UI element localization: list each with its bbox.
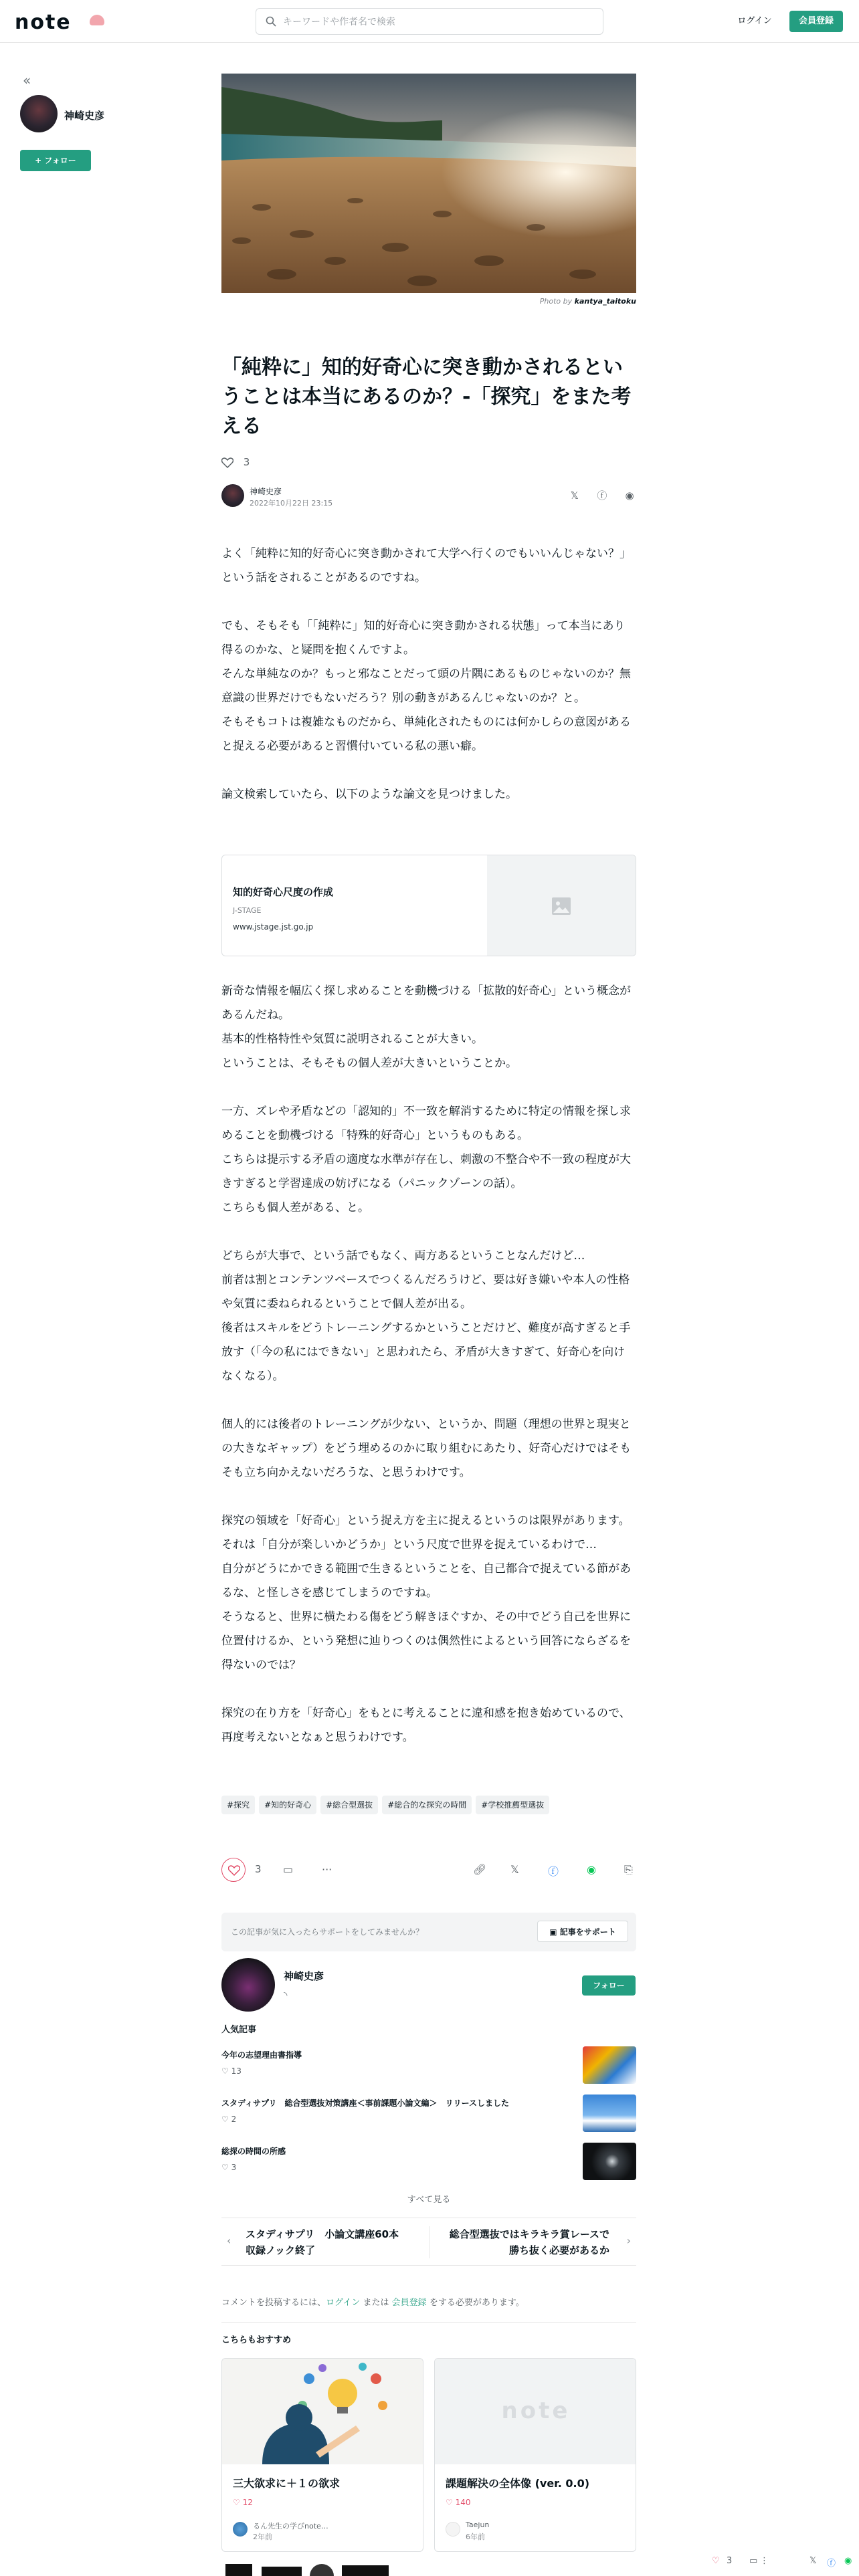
credit-name[interactable]: kantya_taitoku xyxy=(574,297,636,306)
search-box[interactable] xyxy=(256,8,603,35)
author-row xyxy=(221,483,636,510)
paragraph xyxy=(221,1220,636,1244)
paragraph: どちらが大事で、という話でもなく、両方あるということなんだけど… xyxy=(221,1249,585,1263)
comment-post: をする必要があります。 xyxy=(429,2298,524,2308)
paragraph xyxy=(221,1388,636,1412)
article-title: 「純粋に」知的好奇心に突き動かされるということは本当にあるのか？-「探究」をまた考える xyxy=(221,356,632,438)
search-icon xyxy=(266,16,276,27)
image-placeholder-icon xyxy=(551,897,571,916)
link-icon[interactable]: 🔗︎ xyxy=(473,1863,487,1876)
card-title: 三大欲求に＋１の欲求 xyxy=(233,2477,341,2490)
tag-list xyxy=(221,1796,636,1814)
paragraph: 探究の在り方を「好奇心」をもとに考えることに違和感を抱き始めているので、再度考えないとなぁと思うわけです。 xyxy=(221,1707,631,1744)
paragraph: 個人的には後者のトレーニングが少ない、というか、問題（理想の世界と現実との大きなギャップ）をどう埋めるのかに取り組むにあたり、好奇心だけではそもそも立ち向かえないだろうな、と思うわけです。 xyxy=(221,1418,632,1479)
signup-button[interactable]: 会員登録 xyxy=(789,11,843,32)
login-link[interactable]: ログイン xyxy=(737,16,772,26)
prev-article-link[interactable]: スタディサプリ 小論文講座60本収録ノック終了 xyxy=(246,2228,399,2256)
popular-heading: 人気記事 xyxy=(221,2025,257,2035)
floating-share-bar xyxy=(709,2549,859,2576)
popular-item-thumbnail xyxy=(583,2046,636,2084)
paragraph: でも、そもそも「「純粋に」知的好奇心に突き動かされる状態」って本当にあり得るのかな、と疑問を抱くんですよ。 xyxy=(221,619,626,657)
hashtag[interactable]: #総合型選抜 xyxy=(320,1796,378,1814)
note-placeholder-logo: note xyxy=(501,2397,571,2424)
paragraph xyxy=(221,590,636,614)
paragraph: 探究の領域を「好奇心」という捉え方を主に捉えるというのは限界があります。 xyxy=(221,1514,630,1527)
card-author-avatar xyxy=(446,2522,460,2537)
recommend-card[interactable] xyxy=(434,2358,636,2552)
embed-title: 知的好奇心尺度の作成 xyxy=(233,886,334,898)
comment-notice xyxy=(221,2295,636,2308)
comment-login-link[interactable]: ログイン xyxy=(326,2298,361,2308)
hashtag[interactable]: #探究 xyxy=(221,1796,255,1814)
heart-icon xyxy=(221,457,233,468)
beach-photo xyxy=(221,74,636,293)
popular-item-likes: ♡ 2 xyxy=(221,2115,237,2124)
paragraph: ということは、そもそもの個人差が大きいということか。 xyxy=(221,1057,517,1070)
sidebar-follow-button[interactable] xyxy=(20,150,91,171)
heart-icon xyxy=(228,1865,240,1876)
title-like[interactable] xyxy=(221,456,250,472)
like-button[interactable] xyxy=(221,1858,246,1882)
floating-more-icon[interactable]: ⋮ xyxy=(760,2556,769,2566)
hashtag[interactable]: #知的好奇心 xyxy=(259,1796,316,1814)
article-body-2 xyxy=(221,979,636,1749)
paragraph: 前者は割とコンテンツベースでつくるんだろうけど、要は好き嫌いや本人の性格や気質に委ねられるということで個人差が出る。 xyxy=(221,1273,630,1311)
facebook-share-icon[interactable]: ⓕ xyxy=(548,1865,559,1878)
see-all-link[interactable]: すべて見る xyxy=(407,2195,451,2205)
card-like-count: 140 xyxy=(455,2498,471,2507)
popular-item-likes: ♡ 3 xyxy=(221,2163,237,2172)
popular-like-count: 3 xyxy=(231,2163,237,2172)
recommend-card[interactable] xyxy=(221,2358,423,2552)
support-prompt: この記事が気に入ったらサポートをしてみませんか？ xyxy=(231,1927,424,1937)
paragraph xyxy=(221,1485,636,1509)
paragraph: そもそもコトは複雑なものだから、単純化されたものには何かしらの意図があると捉える必要があると習慣付いている私の悪い癖。 xyxy=(221,716,631,753)
sidebar-author-name[interactable]: 神崎史彦 xyxy=(64,110,105,122)
like-count: 3 xyxy=(255,1863,262,1875)
recommend-heading: こちらもおすすめ xyxy=(221,2335,292,2345)
facebook-share-icon[interactable]: ⓕ xyxy=(597,490,607,502)
popular-item-title: スタディサプリ 総合型選抜対策講座＜事前課題小論文編＞ リリースしました xyxy=(221,2099,509,2108)
popular-item[interactable] xyxy=(221,2095,636,2132)
popular-item-title: 総探の時間の所感 xyxy=(221,2147,286,2156)
rss-icon[interactable]: ◝ xyxy=(284,1990,288,2001)
chevron-right-icon: › xyxy=(626,2234,631,2247)
card-likes: ♡ 140 xyxy=(446,2498,471,2507)
divider xyxy=(221,2322,636,2323)
floating-like-count: 3 xyxy=(727,2556,733,2566)
x-share-icon[interactable]: 𝕏 xyxy=(570,490,579,502)
card-likes: ♡ 12 xyxy=(233,2498,253,2507)
comment-or: または xyxy=(363,2298,389,2308)
paragraph xyxy=(221,1075,636,1099)
next-article-link[interactable]: 総合型選抜ではキラキラ賞レースで勝ち抜く必要があるか xyxy=(449,2228,609,2256)
card-like-count: 12 xyxy=(242,2498,253,2507)
floating-facebook-icon[interactable]: ⓕ xyxy=(827,2559,836,2569)
popular-item[interactable] xyxy=(221,2046,636,2084)
paragraph: 基本的性格特性や気質に説明されることが大きい。 xyxy=(221,1033,483,1046)
paragraph: それは「自分が楽しいかどうか」という尺度で世界を捉えているわけで… xyxy=(221,1538,597,1551)
paragraph: 論文検索していたら、以下のような論文を見つけました。 xyxy=(221,788,517,801)
paragraph: こちらは提示する矛盾の適度な水準が存在し、刺激の不整合や不一致の程度が大きすぎると学習達成の妨げになる（パニックゾーンの話）。 xyxy=(221,1153,631,1190)
card-thumbnail xyxy=(435,2359,636,2464)
floating-line-icon[interactable]: ◉ xyxy=(844,2556,852,2566)
popular-item-likes: ♡ 13 xyxy=(221,2066,242,2076)
paragraph: 自分がどうにかできる範囲で生きるということを、自己都合で捉えている節があるな、と怪しさを感じてしまうのですね。 xyxy=(221,1562,631,1600)
profile-avatar[interactable] xyxy=(221,1958,275,2012)
profile-name[interactable]: 神崎史彦 xyxy=(284,1970,324,1982)
support-box xyxy=(221,1913,636,1951)
embed-thumbnail xyxy=(487,855,636,956)
popular-like-count: 2 xyxy=(231,2115,237,2124)
comment-pre: コメントを投稿するには、 xyxy=(221,2298,326,2308)
more-icon[interactable]: ··· xyxy=(322,1863,332,1876)
embed-url: www.jstage.jst.go.jp xyxy=(233,922,314,932)
card-thumbnail xyxy=(222,2359,423,2464)
support-icon: ▣ xyxy=(549,1927,560,1937)
embed-card[interactable] xyxy=(221,855,636,956)
card-title: 課題解決の全体像 (ver. 0.0) xyxy=(446,2477,590,2490)
card-author: るん先生の学びnote… xyxy=(253,2522,328,2531)
author-avatar[interactable] xyxy=(221,484,244,507)
chevron-left-icon: ‹ xyxy=(227,2234,231,2247)
paragraph: こちらも個人差がある、と。 xyxy=(221,1201,369,1214)
note-logo[interactable]: note xyxy=(15,11,72,34)
title-like-count: 3 xyxy=(243,456,250,468)
article-body-1 xyxy=(221,542,636,807)
logo-mark-icon xyxy=(90,15,104,25)
search-input[interactable] xyxy=(283,14,591,30)
popular-item[interactable] xyxy=(221,2143,636,2180)
lightbulb-illustration xyxy=(222,2359,423,2464)
sidebar-follow-label: フォロー xyxy=(44,156,76,165)
popular-item-thumbnail xyxy=(583,2143,636,2180)
card-author: Taejun xyxy=(466,2520,490,2529)
floating-comment-icon[interactable]: ▭ xyxy=(749,2556,758,2566)
embed-source: J-STAGE xyxy=(233,906,262,915)
paragraph: そうなると、世界に横たわる傷をどう解きほぐすか、その中でどう自己を世界に位置付けるか、という発想に辿りつくのは偶然性によるという回答にならざるを得ないのでは？ xyxy=(221,1610,631,1672)
photo-credit xyxy=(221,297,636,306)
recommend-card-partial[interactable] xyxy=(221,2561,423,2576)
paragraph xyxy=(221,758,636,782)
sidebar-avatar[interactable] xyxy=(20,95,58,132)
action-bar xyxy=(221,1856,636,1883)
comment-signup-link[interactable]: 会員登録 xyxy=(391,2298,427,2308)
line-share-icon[interactable]: ◉ xyxy=(587,1863,596,1876)
card-age: 2年前 xyxy=(253,2533,272,2541)
paragraph xyxy=(221,1677,636,1701)
prev-next-nav xyxy=(221,2218,636,2266)
popular-like-count: 13 xyxy=(231,2066,242,2076)
line-share-icon[interactable]: ◉ xyxy=(625,490,634,502)
support-label: 記事をサポート xyxy=(559,1927,616,1937)
paragraph: そんな単純なのか？もっと邪なことだって頭の片隅にあるものじゃないのか？無意識の世界だけでもないだろう？別の動きがあるんじゃないのか？と。 xyxy=(221,667,631,705)
comment-icon[interactable]: ▭ xyxy=(283,1863,294,1876)
card-age: 6年前 xyxy=(466,2533,485,2541)
share-icons-top xyxy=(557,488,636,504)
popular-item-title: 今年の志望理由書指導 xyxy=(221,2050,302,2060)
hashtag[interactable]: #学校推薦型選抜 xyxy=(476,1796,549,1814)
support-button[interactable] xyxy=(537,1921,628,1942)
publish-date: 2022年10月22日 23:15 xyxy=(250,499,333,508)
hashtag[interactable]: #総合的な探究の時間 xyxy=(382,1796,472,1814)
profile-follow-button[interactable]: フォロー xyxy=(582,1975,636,1996)
floating-like-icon[interactable]: ♡ xyxy=(712,2556,720,2566)
paragraph: よく「純粋に知的好奇心に突き動かされて大学へ行くのでもいいんじゃない？」という話をされることがあるのですね。 xyxy=(221,547,631,584)
paragraph: 一方、ズレや矛盾などの「認知的」不一致を解消するために特定の情報を探し求めることを動機づける「特殊的好奇心」というものもある。 xyxy=(221,1105,631,1142)
follow-plus-icon: + xyxy=(35,156,45,165)
credit-prefix: Photo by xyxy=(539,297,573,306)
x-share-icon[interactable]: 𝕏 xyxy=(510,1863,519,1876)
site-header xyxy=(0,0,859,43)
hero-image xyxy=(221,74,636,293)
embed-share-icon[interactable]: ⎘ xyxy=(624,1863,633,1876)
paragraph: 後者はスキルをどうトレーニングするかということだけど、難度が高すぎると手放す（「今の私にはできない」と思われたら、矛盾が大きすぎて、好奇心を向けなくなる）。 xyxy=(221,1321,631,1383)
collapse-sidebar-icon[interactable]: « xyxy=(23,72,31,88)
card-thumbnail-partial xyxy=(221,2561,423,2576)
popular-item-thumbnail xyxy=(583,2095,636,2132)
author-name[interactable]: 神崎史彦 xyxy=(250,487,282,496)
floating-x-icon[interactable]: 𝕏 xyxy=(809,2556,817,2566)
paragraph: 新奇な情報を幅広く探し求めることを動機づける「拡散的好奇心」という概念があるんだね。 xyxy=(221,984,631,1022)
card-author-avatar xyxy=(233,2522,248,2537)
prev-next-divider xyxy=(429,2226,430,2258)
